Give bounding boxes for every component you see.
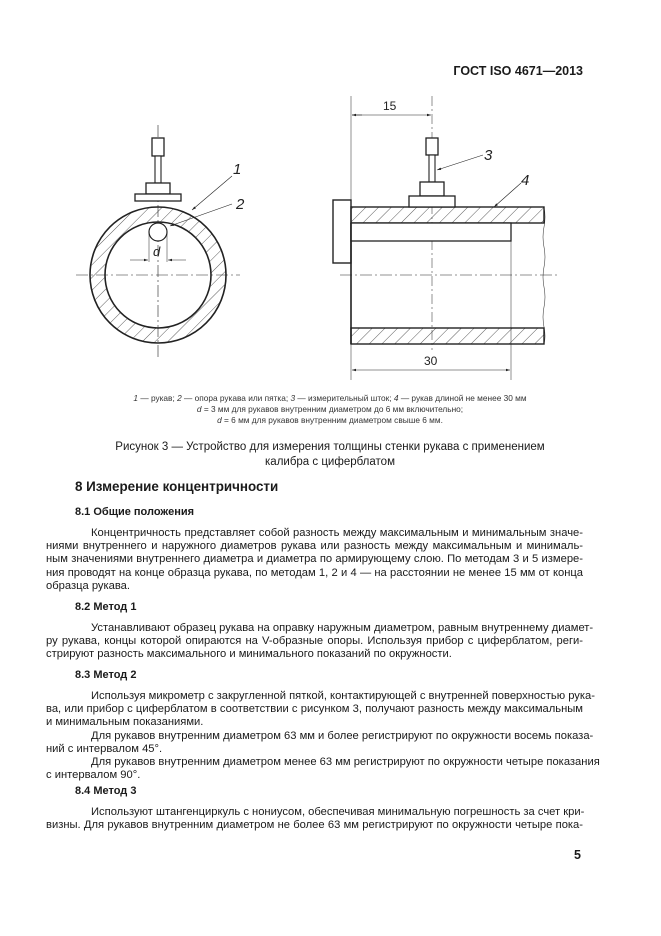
section-title: 8 Измерение концентричности [75,479,279,494]
paragraph [46,806,583,832]
paragraph [46,527,583,593]
figure-caption [60,440,600,470]
text-line: с интервалом 90°. [46,769,141,782]
legend-var: d [196,404,202,414]
text-line: ным значениями внутреннего диаметра и диаметра по армирующему слою. По методам 3 и 5 измере- [46,553,583,566]
legend-line-2 [60,404,600,415]
legend-num: 2 [177,393,182,403]
paragraph [46,622,594,662]
text-line: Используют штангенциркуль с нониусом, обеспечивая минимальную погрешность за счет кри- [91,806,585,818]
legend-text: — рукав; [138,393,178,403]
legend-text: = 6 мм для рукавов внутренним диаметром свыше 6 мм. [221,415,443,425]
label-1: 1 [233,161,242,178]
legend-var: d [217,415,222,425]
document-header-standard: ГОСТ ISO 4671—2013 [453,64,583,78]
legend-num: 4 [393,393,399,403]
caption-line: калибра с циферблатом [265,456,395,468]
text-line: ния проводят на конце образца рукава, по методам 1, 2 и 4 — на расстоянии не менее 15 мм от конца [46,566,583,579]
subsection-title: 8.3 Метод 2 [75,669,137,681]
caption-line: Рисунок 3 — Устройство для измерения толщины стенки рукава с применением [115,441,545,453]
figure-legend [60,393,600,426]
ring-cross-section [76,125,240,360]
label-3: 3 [484,147,493,164]
text-line: Для рукавов внутренним диаметром менее 63 мм регистрируют по окружности четыре показания [91,755,600,768]
text-line: ру рукава, концы которой опираются на V-образные опоры. Используя прибор с циферблатом, реги- [46,635,583,648]
text-line: визны. Для рукавов внутренним диаметром не более 63 мм регистрируют по окружности четыре пока- [46,819,583,832]
paragraph [46,690,600,782]
hose-longitudinal-section [333,96,560,380]
label-4: 4 [521,172,530,189]
text-line: Для рукавов внутренним диаметром 63 мм и более регистрируют по окружности восемь показа- [91,729,594,742]
legend-num: 1 [133,393,139,403]
subsection-title: 8.2 Метод 1 [75,601,137,613]
label-2: 2 [236,196,245,213]
dimension-30: 30 [424,354,438,368]
legend-line-1 [60,393,600,404]
text-line: ний с интервалом 45°. [46,742,163,755]
dimension-15: 15 [383,99,397,113]
subsection-title: 8.4 Метод 3 [75,785,137,797]
legend-line-3 [60,415,600,426]
text-line: образца рукава. [46,579,131,592]
subsection-title: 8.1 Общие положения [75,506,195,518]
legend-text: — опора рукава или пятка; [181,393,291,403]
legend-text: — измерительный шток; [295,393,394,403]
page-number: 5 [574,848,581,862]
text-line: Устанавливают образец рукава на оправку наружным диаметром, равным внутреннему диамет- [91,622,594,634]
text-line: и минимальным показаниями. [46,716,204,729]
legend-text: — рукав длиной не менее 30 мм [398,393,527,403]
text-line: стрируют разность максимального и минимального показаний по окружности. [46,648,452,661]
text-line: ниями внутреннего и наружного диаметров рукава или разность между максимальным и минималь- [46,540,583,553]
legend-num: 3 [290,393,296,403]
text-line: Концентричность представляет собой разность между максимальным и минимальным значе- [91,527,583,539]
label-d: d [153,244,161,259]
text-line: Используя микрометр с закругленной пяткой, контактирующей с внутренней поверхностью рука- [91,690,595,702]
legend-text: = 3 мм для рукавов внутренним диаметром до 6 мм включительно; [201,404,464,414]
figure-3-drawing [0,0,661,390]
text-line: ва, или прибор с циферблатом в соответствии с рисунком 3, получают разность между максимальным [46,703,583,716]
